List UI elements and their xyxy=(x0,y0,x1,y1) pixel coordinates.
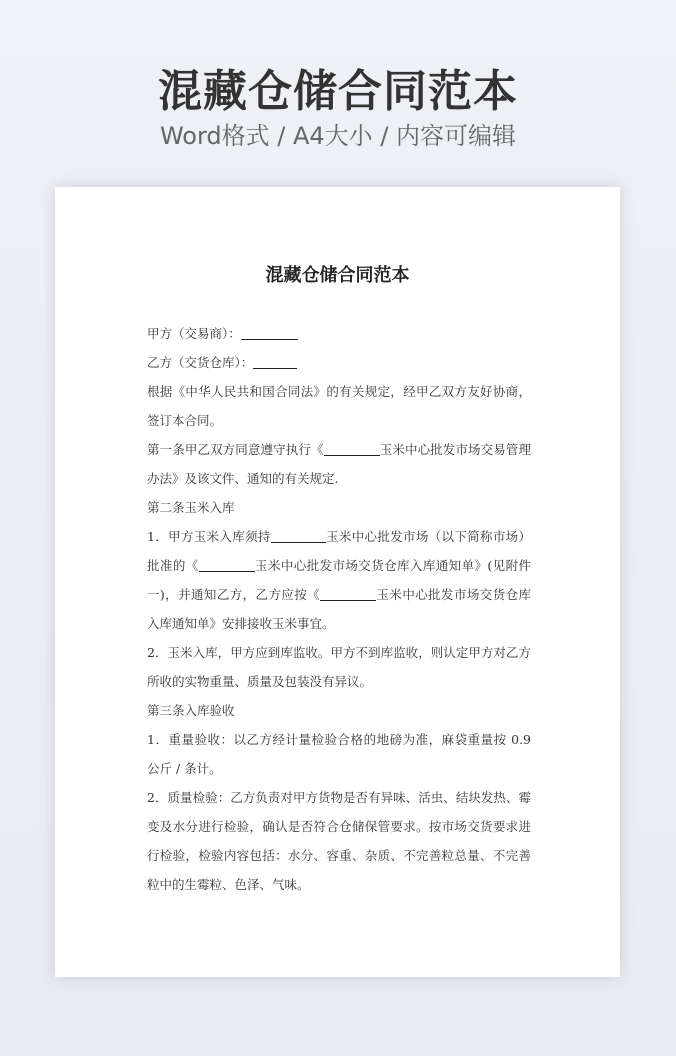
a2-item1-part2: 玉米中心批发市场（以下简称市场）批准的《 xyxy=(147,529,531,573)
document-body xyxy=(147,319,531,899)
article-1 xyxy=(147,435,531,493)
party-b-label: 乙方（交货仓库）： xyxy=(147,355,254,370)
article-1-text-end: 玉米中心批发市场交易管理办法》及该文件、通知的有关规定. xyxy=(147,442,531,486)
article-1-blank xyxy=(324,441,380,456)
intro-paragraph: 根据《中华人民共和国合同法》的有关规定，经甲乙双方友好协商，签订本合同。 xyxy=(147,384,531,428)
article-3-item-1: 1．重量验收：以乙方经计量检验合格的地磅为准，麻袋重量按 0.9 公斤 / 条计。 xyxy=(147,732,531,776)
party-a-label: 甲方（交易商）： xyxy=(147,326,241,341)
banner-title: 混藏仓储合同范本 xyxy=(158,66,518,117)
party-b-blank xyxy=(253,354,297,369)
article-3-heading: 第三条入库验收 xyxy=(147,703,235,718)
banner-subtitle: Word格式 / A4大小 / 内容可编辑 xyxy=(159,122,517,150)
article-2-item-2: 2．玉米入库，甲方应到库监收。甲方不到库监收，则认定甲方对乙方所收的实物重量、质量及包装没有异议。 xyxy=(147,645,531,689)
document-page xyxy=(55,187,620,977)
article-1-text-start: 第一条甲乙双方同意遵守执行《 xyxy=(147,442,324,457)
article-2-heading: 第二条玉米入库 xyxy=(147,500,235,515)
article-3-item-2: 2．质量检验：乙方负责对甲方货物是否有异味、活虫、结块发热、霉变及水分进行检验，确认是否符合仓储保管要求。按市场交货要求进行检验，检验内容包括：水分、容重、杂质、不完善粒总量、不完善粒中的生霉粒、色泽、气味。 xyxy=(147,790,531,892)
a2-item1-part1: 1．甲方玉米入库须持 xyxy=(147,529,271,544)
article-2-item-1 xyxy=(147,522,531,638)
a2-item1-blank-3 xyxy=(320,586,376,601)
party-a-blank xyxy=(241,325,298,340)
party-b-line xyxy=(147,348,531,377)
a2-item1-blank-1 xyxy=(271,528,326,543)
a2-item1-part3: 玉米中心批发市场交货仓库入库通知单》(见附件一)，并通知乙方，乙方应按《 xyxy=(147,558,531,602)
a2-item1-blank-2 xyxy=(199,557,255,572)
document-title: 混藏仓储合同范本 xyxy=(265,265,410,286)
party-a-line xyxy=(147,319,531,348)
a2-item1-part4: 玉米中心批发市场交货仓库入库通知单》安排接收玉米事宜。 xyxy=(147,587,531,631)
